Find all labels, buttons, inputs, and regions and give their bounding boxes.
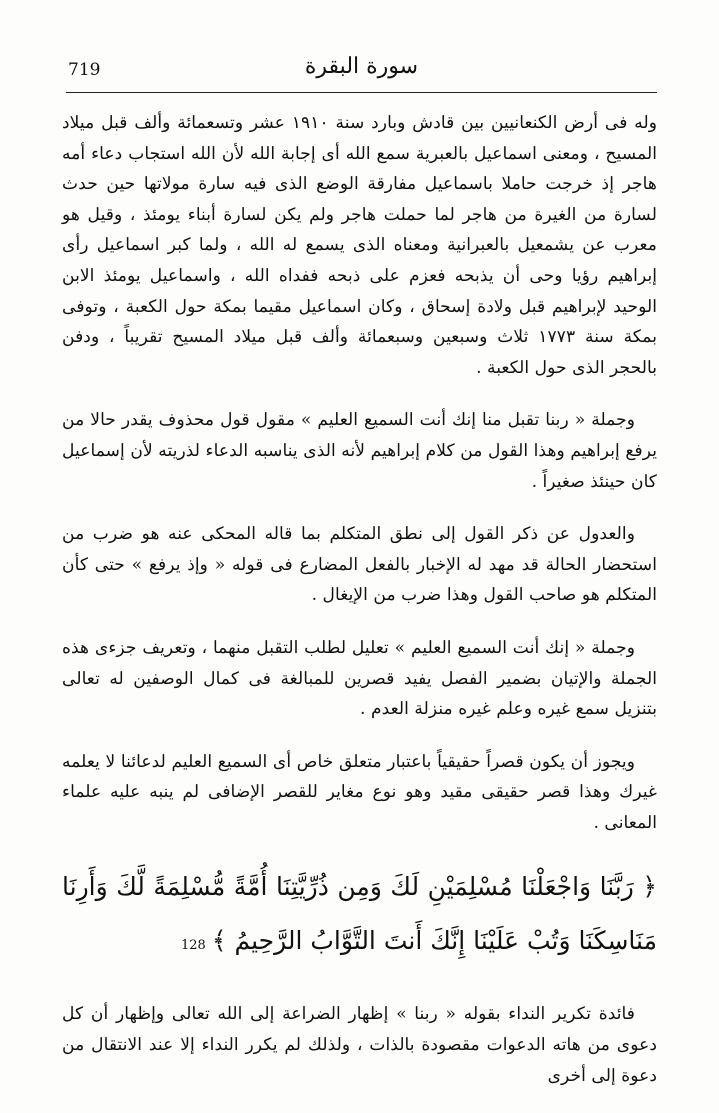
verse-number: 128	[181, 938, 206, 954]
verse-text: ﴿ رَبَّنَا وَاجْعَلْنَا مُسْلِمَيْنِ لَكَ وَمِن ذُرِّيَّتِنَا أُمَّةً مُّسْلِمَةً لَّكَ وَأَرِنَا مَنَاسِكَنَا وَتُبْ عَلَيْنَا إِنَّكَ أَنتَ التَّوَّابُ الرَّحِيمُ ﴾	[62, 872, 657, 956]
page-number: 719	[68, 60, 101, 80]
paragraph-qasr: وجملة « إنك أنت السميع العليم » تعليل لطلب التقبل منهما ، وتعريف جزءى هذه الجملة والإتيان بضمير الفصل يفيد قصرين للمبالغة فى كمال الوصفين له تعالى بتنزيل سمع غيره وعلم غيره منزلة العدم .	[62, 637, 657, 720]
header-rule	[66, 92, 657, 93]
paragraph-repetition: فائدة تكرير النداء بقوله « ربنا » إظهار الضراعة إلى الله تعالى وإظهار أن كل دعوى من هاته الدعوات مقصودة بالذات ، ولذلك لم يكرر النداء إلا عند الانتقال من دعوة إلى أخرى	[62, 1004, 657, 1086]
page-header	[66, 52, 657, 96]
paragraph-ismail: وله فى أرض الكنعانيين بين قادش وبارد سنة ١٩١٠ عشر وتسعمائة وألف قبل ميلاد المسيح ، ومعنى اسماعيل بالعبرية سمع الله أى إجابة الله لأن الله استجاب دعاء أمه هاجر إذ خرجت حاملا باسماعيل مفارقة الوضع الذى فيه سارة مولاتها حين حدث لسارة من الغيرة من هاجر لما حملت هاجر ولم يكن لسارة أبناء يومئذ ، وقيل هو معرب عن يشمعيل بالعبرانية ومعناه الذى يسمع له الله ، ولما كبر اسماعيل رأى إبراهيم رؤيا وحى أن يذبحه فعزم على ذبحه ففداه الله ، واسماعيل يومئذ الابن الوحيد لإبراهيم قبل ولادة إسحاق ، وكان اسماعيل مقيما بمكة حول الكعبة ، وتوفى بمكة سنة ١٧٧٣ ثلاث وسبعين وسبعمائة وألف قبل ميلاد المسيح تقريباً ، ودفن بالحجر الذى حول الكعبة .	[62, 113, 658, 378]
page-body	[62, 108, 657, 1113]
paragraph-iltifat: والعدول عن ذكر القول إلى نطق المتكلم بما قاله المحكى عنه هو ضرب من استحضار الحالة قد مهد له الإخبار بالفعل المضارع فى قوله « وإذ يرفع » حتى كأن المتكلم هو صاحب القول وهذا ضرب من الإيغال .	[62, 524, 657, 606]
surah-title: سورة البقرة	[304, 54, 419, 79]
paragraph-dua-quote: وجملة « ربنا تقبل منا إنك أنت السميع العليم » مقول قول محذوف يقدر حالا من يرفع إبراهيم وهذا القول من كلام إبراهيم لأنه الذى يناسبه الدعاء لذريته لأن إسماعيل كان حينئذ صغيراً .	[62, 410, 657, 492]
quran-verse	[62, 860, 657, 973]
paragraph-qasr-haqiqi: ويجوز أن يكون قصراً حقيقياً باعتبار متعلق خاص أى السميع العليم لدعائنا لا يعلمه غيرك وهذا قصر حقيقى مقيد وهو نوع مغاير للقصر الإضافى لم ينبه عليه علماء المعانى .	[62, 751, 657, 833]
